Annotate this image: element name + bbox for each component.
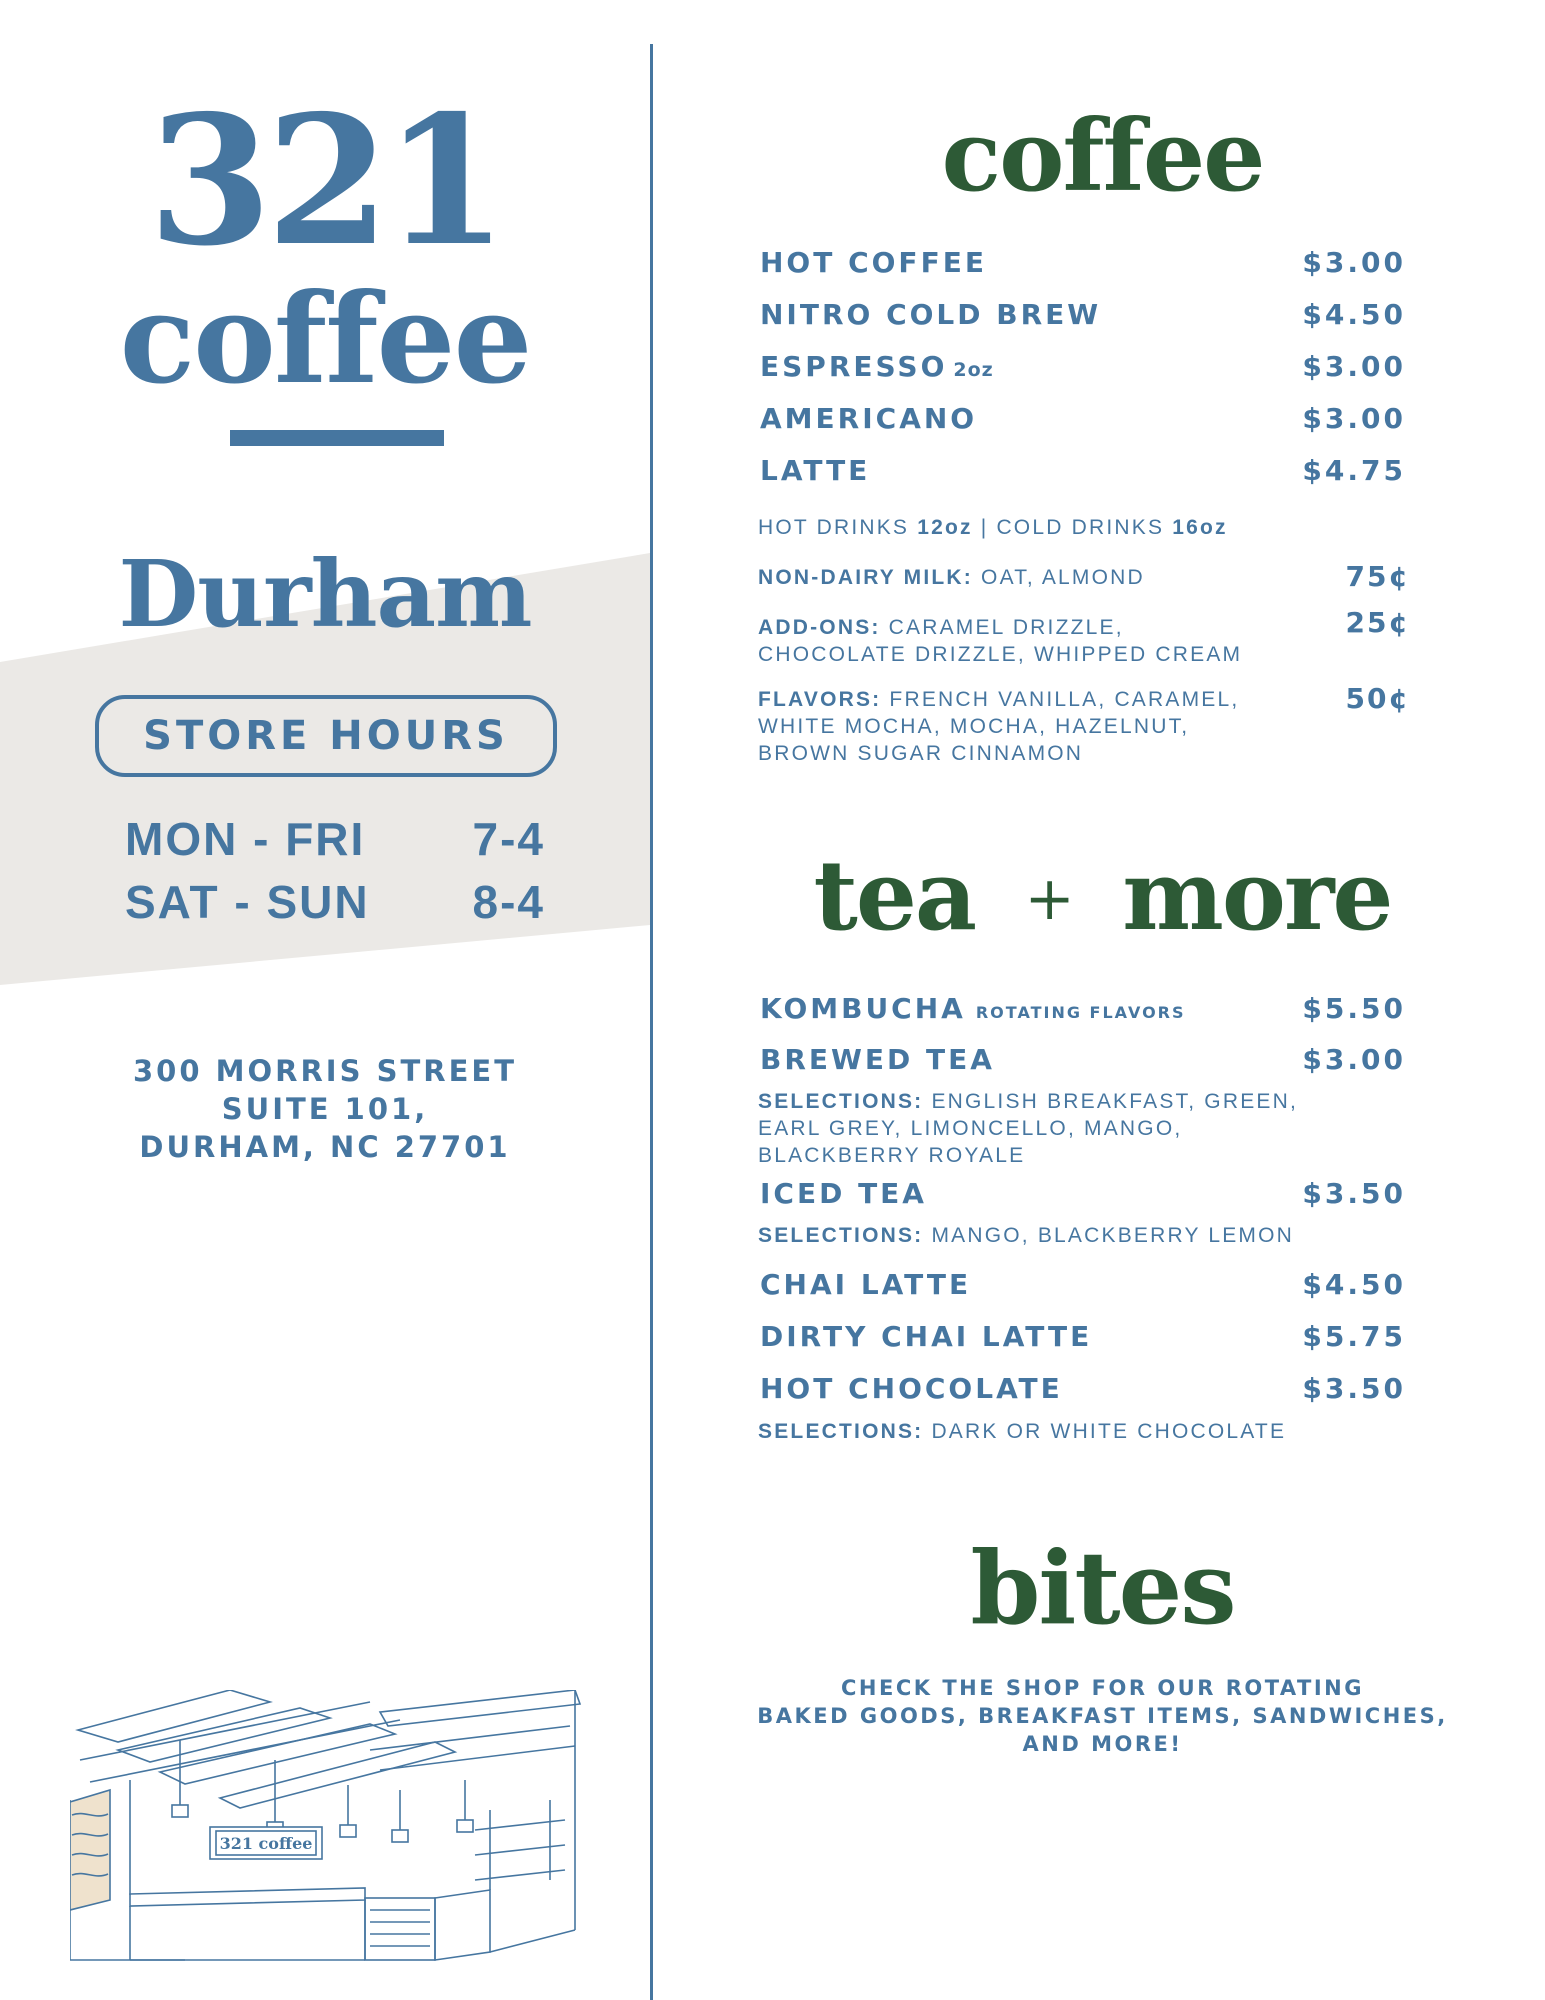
- item-name: KOMBUCHA: [760, 992, 966, 1025]
- menu-item: [760, 1372, 1406, 1405]
- add-ons-price: 25¢: [1345, 606, 1410, 639]
- store-hours-badge: STORE HOURS: [95, 695, 557, 777]
- hot-drinks-label: HOT DRINKS: [758, 516, 910, 539]
- drink-sizes: [758, 514, 1228, 541]
- hours-time: 8-4: [472, 876, 545, 928]
- item-name: HOT CHOCOLATE: [760, 1372, 1063, 1405]
- selections-label: SELECTIONS:: [758, 1090, 924, 1113]
- menu-item: [760, 350, 1406, 383]
- flavors-line: BROWN SUGAR CINNAMON: [758, 742, 1084, 765]
- item-name: ICED TEA: [760, 1177, 927, 1210]
- item-price: $3.00: [1302, 402, 1406, 435]
- hours-row: [125, 875, 545, 929]
- selections-line: DARK OR WHITE CHOCOLATE: [931, 1420, 1287, 1443]
- address-line: DURHAM, NC 27701: [139, 1130, 511, 1164]
- item-price: $4.75: [1302, 454, 1406, 487]
- item-name: HOT COFFEE: [760, 246, 987, 279]
- menu-item: [760, 1320, 1406, 1353]
- menu-item: [760, 402, 1406, 435]
- item-price: $3.50: [1302, 1372, 1406, 1405]
- size-separator: |: [980, 516, 989, 539]
- item-size: 2oz: [953, 359, 994, 381]
- address-line: 300 MORRIS STREET: [133, 1054, 517, 1088]
- cafe-illustration: [70, 1690, 595, 1970]
- add-ons: [758, 614, 1242, 668]
- item-price: $4.50: [1302, 1268, 1406, 1301]
- tea-title-plus: +: [1024, 864, 1073, 934]
- bites-line: BAKED GOODS, BREAKFAST ITEMS, SANDWICHES,: [757, 1704, 1448, 1728]
- selections-line: ENGLISH BREAKFAST, GREEN,: [931, 1090, 1299, 1113]
- bites-line: CHECK THE SHOP FOR OUR ROTATING: [841, 1676, 1364, 1700]
- item-price: $4.50: [1302, 298, 1406, 331]
- logo-number: 321: [148, 76, 502, 285]
- address-line: SUITE 101,: [221, 1092, 429, 1126]
- item-name: AMERICANO: [760, 402, 978, 435]
- logo-word: coffee: [119, 267, 531, 412]
- sign-text: 321 coffee: [219, 1834, 313, 1853]
- hours-time: 7-4: [472, 813, 545, 865]
- item-name: BREWED TEA: [760, 1043, 995, 1076]
- logo-underline: [230, 430, 444, 446]
- item-price: $5.50: [1302, 992, 1406, 1025]
- hours-days: SAT - SUN: [125, 876, 370, 928]
- column-divider: [650, 44, 653, 2000]
- item-price: $3.00: [1302, 350, 1406, 383]
- hot-chocolate-selections: [758, 1418, 1286, 1445]
- item-name: CHAI LATTE: [760, 1268, 972, 1301]
- bites-section-title: bites: [970, 1529, 1235, 1647]
- item-price: $3.00: [1302, 1043, 1406, 1076]
- item-name: ESPRESSO: [760, 350, 948, 383]
- flavors: [758, 686, 1239, 767]
- cold-drinks-label: COLD DRINKS: [996, 516, 1165, 539]
- hot-drinks-size: 12oz: [917, 516, 973, 539]
- item-price: $3.50: [1302, 1177, 1406, 1210]
- hours-row: [125, 812, 545, 866]
- menu-item: [760, 246, 1406, 279]
- tea-section-title: [660, 839, 1545, 952]
- cold-drinks-size: 16oz: [1172, 516, 1228, 539]
- add-ons-line: CARAMEL DRIZZLE,: [888, 616, 1124, 639]
- menu-item: [760, 454, 1406, 487]
- hours-days: MON - FRI: [125, 813, 366, 865]
- item-note: ROTATING FLAVORS: [975, 1003, 1186, 1022]
- flavors-label: FLAVORS:: [758, 688, 882, 711]
- selections-line: MANGO, BLACKBERRY LEMON: [931, 1224, 1295, 1247]
- menu-item: [760, 1177, 1406, 1210]
- item-name: NITRO COLD BREW: [760, 298, 1102, 331]
- menu-item: [760, 1043, 1406, 1076]
- flavors-line: WHITE MOCHA, MOCHA, HAZELNUT,: [758, 715, 1190, 738]
- tea-title-word: tea: [813, 839, 976, 952]
- tea-title-word: more: [1122, 839, 1392, 952]
- brewed-tea-selections: [758, 1088, 1298, 1169]
- iced-tea-selections: [758, 1222, 1294, 1249]
- bites-line: AND MORE!: [1022, 1732, 1183, 1756]
- non-dairy-price: 75¢: [1345, 560, 1410, 593]
- location-city: Durham: [118, 540, 532, 648]
- address: [80, 1052, 570, 1166]
- add-ons-line: CHOCOLATE DRIZZLE, WHIPPED CREAM: [758, 643, 1243, 666]
- menu-item: [760, 298, 1406, 331]
- non-dairy-label: NON-DAIRY MILK:: [758, 566, 973, 589]
- add-ons-label: ADD-ONS:: [758, 616, 881, 639]
- selections-line: BLACKBERRY ROYALE: [758, 1144, 1026, 1167]
- bites-description: [700, 1674, 1505, 1758]
- selections-label: SELECTIONS:: [758, 1224, 924, 1247]
- selections-label: SELECTIONS:: [758, 1420, 924, 1443]
- coffee-section-title: coffee: [941, 99, 1264, 214]
- item-name: LATTE: [760, 454, 871, 487]
- item-price: $5.75: [1302, 1320, 1406, 1353]
- menu-item: [760, 992, 1406, 1025]
- selections-line: EARL GREY, LIMONCELLO, MANGO,: [758, 1117, 1183, 1140]
- flavors-price: 50¢: [1345, 682, 1410, 715]
- non-dairy-options: OAT, ALMOND: [981, 566, 1145, 589]
- item-name: DIRTY CHAI LATTE: [760, 1320, 1093, 1353]
- flavors-line: FRENCH VANILLA, CARAMEL,: [889, 688, 1240, 711]
- menu-item: [760, 1268, 1406, 1301]
- non-dairy-milk: [758, 564, 1145, 591]
- item-price: $3.00: [1302, 246, 1406, 279]
